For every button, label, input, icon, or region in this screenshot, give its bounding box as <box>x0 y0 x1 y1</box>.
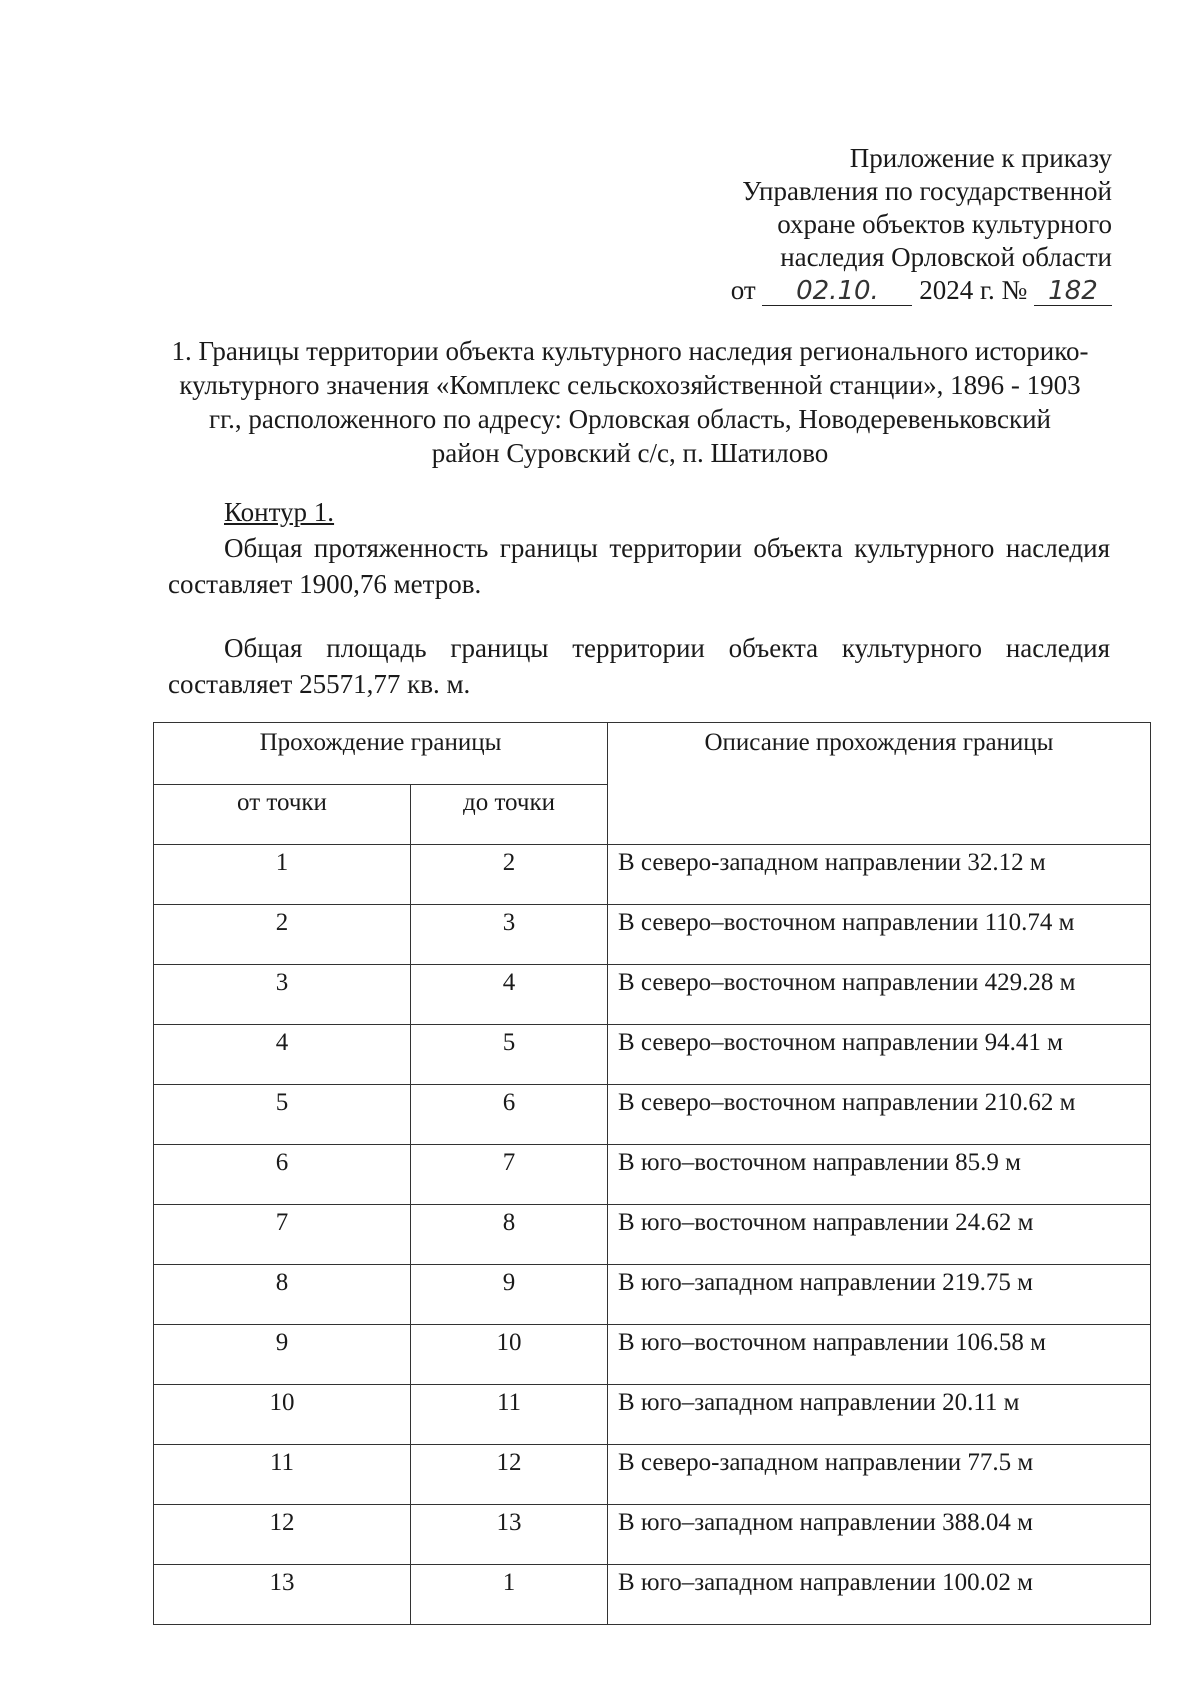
appendix-line-1: Приложение к приказу <box>849 143 1112 173</box>
title-line-3: гг., расположенного по адресу: Орловская область, Новодеревеньковский <box>209 404 1051 434</box>
title-line-1: 1. Границы территории объекта культурного наследия регионального историко- <box>171 336 1089 366</box>
to-point-cell: 9 <box>411 1265 608 1325</box>
description-cell: В юго–западном направлении 100.02 м <box>608 1565 1151 1625</box>
header-description: Описание прохождения границы <box>608 723 1151 845</box>
to-point-cell: 1 <box>411 1565 608 1625</box>
table-row <box>154 1445 1151 1505</box>
table-row <box>154 1025 1151 1085</box>
description-cell: В северо–восточном направлении 429.28 м <box>608 965 1151 1025</box>
table-body <box>154 845 1151 1625</box>
description-cell: В юго–восточном направлении 85.9 м <box>608 1145 1151 1205</box>
from-point-cell: 5 <box>154 1085 411 1145</box>
table-row <box>154 845 1151 905</box>
to-point-cell: 8 <box>411 1205 608 1265</box>
from-point-cell: 13 <box>154 1565 411 1625</box>
to-point-cell: 12 <box>411 1445 608 1505</box>
from-point-cell: 12 <box>154 1505 411 1565</box>
from-point-cell: 10 <box>154 1385 411 1445</box>
table-row <box>154 1265 1151 1325</box>
description-cell: В северо-западном направлении 77.5 м <box>608 1445 1151 1505</box>
header-to-point: до точки <box>411 785 608 845</box>
to-point-cell: 2 <box>411 845 608 905</box>
from-point-cell: 3 <box>154 965 411 1025</box>
from-label: от <box>730 275 756 305</box>
from-point-cell: 4 <box>154 1025 411 1085</box>
to-point-cell: 3 <box>411 905 608 965</box>
from-point-cell: 8 <box>154 1265 411 1325</box>
table-row <box>154 1205 1151 1265</box>
from-point-cell: 1 <box>154 845 411 905</box>
description-cell: В северо–восточном направлении 110.74 м <box>608 905 1151 965</box>
section-title <box>160 334 1100 470</box>
to-point-cell: 10 <box>411 1325 608 1385</box>
table-row <box>154 1565 1151 1625</box>
description-cell: В юго–восточном направлении 106.58 м <box>608 1325 1151 1385</box>
table-row <box>154 1085 1151 1145</box>
table-row <box>154 1145 1151 1205</box>
title-line-4: район Суровский с/с, п. Шатилово <box>431 438 829 468</box>
title-line-2: культурного значения «Комплекс сельскохозяйственной станции», 1896 - 1903 <box>179 370 1081 400</box>
from-point-cell: 6 <box>154 1145 411 1205</box>
description-cell: В северо–восточном направлении 94.41 м <box>608 1025 1151 1085</box>
order-date-number-line <box>592 274 1112 307</box>
year-number-label: 2024 г. № <box>919 275 1028 305</box>
to-point-cell: 11 <box>411 1385 608 1445</box>
from-point-cell: 9 <box>154 1325 411 1385</box>
from-point-cell: 11 <box>154 1445 411 1505</box>
to-point-cell: 6 <box>411 1085 608 1145</box>
handwritten-date: 02.10. <box>762 277 912 306</box>
handwritten-order-number: 182 <box>1034 277 1112 306</box>
boundary-table <box>153 722 1151 1625</box>
table-row <box>154 1505 1151 1565</box>
table-row <box>154 905 1151 965</box>
from-point-cell: 2 <box>154 905 411 965</box>
to-point-cell: 5 <box>411 1025 608 1085</box>
contour-section <box>168 494 1110 702</box>
appendix-line-4: наследия Орловской области <box>780 242 1112 272</box>
table-row <box>154 965 1151 1025</box>
description-cell: В юго–восточном направлении 24.62 м <box>608 1205 1151 1265</box>
description-cell: В юго–западном направлении 388.04 м <box>608 1505 1151 1565</box>
table-row <box>154 1385 1151 1445</box>
from-point-cell: 7 <box>154 1205 411 1265</box>
description-cell: В северо-западном направлении 32.12 м <box>608 845 1151 905</box>
header-passage: Прохождение границы <box>154 723 608 785</box>
contour-label: Контур 1. <box>224 497 335 527</box>
to-point-cell: 7 <box>411 1145 608 1205</box>
to-point-cell: 4 <box>411 965 608 1025</box>
boundary-area-paragraph: Общая площадь границы территории объекта культурного наследия составляет 25571,77 кв. м. <box>168 633 1110 699</box>
appendix-line-2: Управления по государственной <box>742 176 1112 206</box>
appendix-header <box>592 142 1112 307</box>
description-cell: В юго–западном направлении 20.11 м <box>608 1385 1151 1445</box>
description-cell: В северо–восточном направлении 210.62 м <box>608 1085 1151 1145</box>
to-point-cell: 13 <box>411 1505 608 1565</box>
appendix-line-3: охране объектов культурного <box>777 209 1112 239</box>
header-from-point: от точки <box>154 785 411 845</box>
description-cell: В юго–западном направлении 219.75 м <box>608 1265 1151 1325</box>
boundary-length-paragraph: Общая протяженность границы территории объекта культурного наследия составляет 1900,76 метров. <box>168 533 1110 599</box>
table-row <box>154 1325 1151 1385</box>
